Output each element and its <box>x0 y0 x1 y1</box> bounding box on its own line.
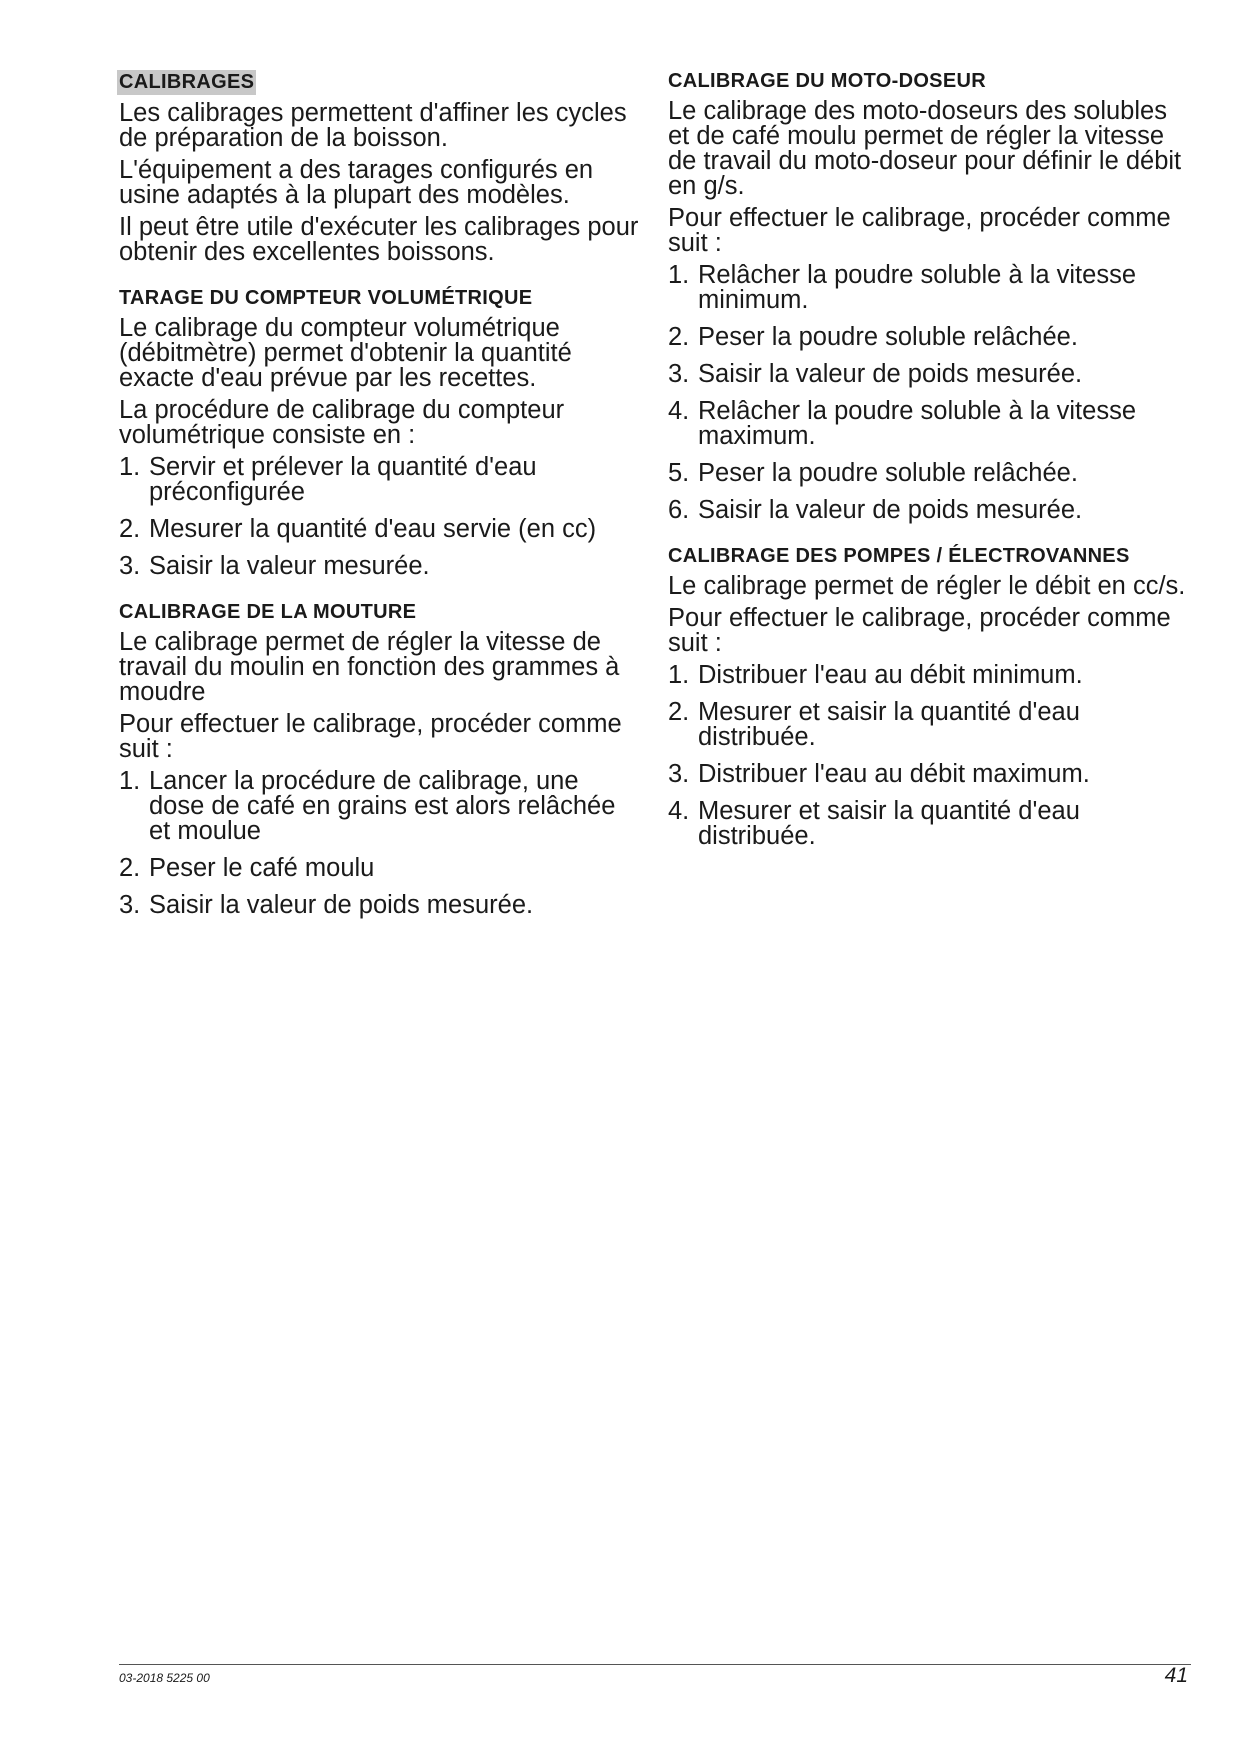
step-number: 1. <box>119 453 141 481</box>
step-number: 2. <box>668 698 690 726</box>
list-item <box>119 893 639 918</box>
steps-list <box>119 455 639 579</box>
step-text: Mesurer et saisir la quantité d'eau distribuée. <box>698 797 1080 850</box>
step-number: 6. <box>668 496 690 524</box>
section-title-moto-doseur: CALIBRAGE DU MOTO-DOSEUR <box>668 70 986 92</box>
list-item <box>119 856 639 881</box>
right-column <box>668 70 1188 871</box>
paragraph: La procédure de calibrage du compteur volumétrique consiste en : <box>119 396 565 449</box>
paragraph: Pour effectuer le calibrage, procéder comme suit : <box>668 204 1171 257</box>
step-number: 3. <box>119 891 141 919</box>
step-number: 2. <box>119 515 141 543</box>
step-number: 1. <box>119 767 141 795</box>
list-item <box>119 517 639 542</box>
step-text: Distribuer l'eau au débit minimum. <box>698 661 1083 689</box>
paragraph: Il peut être utile d'exécuter les calibrages pour obtenir des excellentes boissons. <box>119 213 639 266</box>
section-title-mouture: CALIBRAGE DE LA MOUTURE <box>119 601 417 623</box>
step-text: Mesurer et saisir la quantité d'eau distribuée. <box>698 698 1080 751</box>
step-number: 2. <box>119 854 141 882</box>
step-text: Mesurer la quantité d'eau servie (en cc) <box>149 515 597 543</box>
paragraph: Pour effectuer le calibrage, procéder comme suit : <box>668 604 1171 657</box>
list-item <box>668 498 1188 523</box>
list-item <box>668 799 1188 849</box>
step-text: Distribuer l'eau au débit maximum. <box>698 760 1090 788</box>
list-item <box>668 762 1188 787</box>
paragraph: Pour effectuer le calibrage, procéder comme suit : <box>119 710 622 763</box>
step-text: Lancer la procédure de calibrage, une dose de café en grains est alors relâchée et moulue <box>149 767 616 845</box>
list-item <box>668 362 1188 387</box>
list-item <box>119 455 639 505</box>
section-tarage <box>119 287 639 579</box>
step-number: 3. <box>668 760 690 788</box>
paragraph: Le calibrage du compteur volumétrique (débitmètre) permet d'obtenir la quantité exacte d'eau prévue par les recettes. <box>119 314 572 392</box>
section-calibrages <box>119 70 639 265</box>
section-title-pompes: CALIBRAGE DES POMPES / ÉLECTROVANNES <box>668 545 1130 567</box>
step-text: Saisir la valeur de poids mesurée. <box>149 891 534 919</box>
section-pompes <box>668 545 1188 849</box>
list-item <box>668 461 1188 486</box>
section-mouture <box>119 601 639 918</box>
step-number: 3. <box>668 360 690 388</box>
steps-list <box>119 769 639 918</box>
step-text: Saisir la valeur de poids mesurée. <box>698 360 1083 388</box>
section-moto-doseur <box>668 70 1188 523</box>
steps-list <box>668 663 1188 849</box>
step-number: 4. <box>668 397 690 425</box>
section-title-tarage: TARAGE DU COMPTEUR VOLUMÉTRIQUE <box>119 287 533 309</box>
paragraph: Les calibrages permettent d'affiner les cycles de préparation de la boisson. <box>119 99 627 152</box>
step-text: Peser la poudre soluble relâchée. <box>698 459 1078 487</box>
step-text: Relâcher la poudre soluble à la vitesse minimum. <box>698 261 1137 314</box>
section-title-calibrages: CALIBRAGES <box>119 71 255 93</box>
page-number: 41 <box>1164 1664 1188 1687</box>
document-code: 03-2018 5225 00 <box>119 1671 210 1685</box>
step-text: Peser le café moulu <box>149 854 375 882</box>
step-number: 5. <box>668 459 690 487</box>
step-number: 2. <box>668 323 690 351</box>
paragraph: L'équipement a des tarages configurés en usine adaptés à la plupart des modèles. <box>119 156 594 209</box>
footer-divider <box>119 1664 1191 1665</box>
step-number: 4. <box>668 797 690 825</box>
step-text: Relâcher la poudre soluble à la vitesse maximum. <box>698 397 1137 450</box>
step-text: Saisir la valeur de poids mesurée. <box>698 496 1083 524</box>
list-item <box>119 769 639 844</box>
list-item <box>668 663 1188 688</box>
left-column <box>119 70 639 940</box>
list-item <box>668 700 1188 750</box>
step-number: 3. <box>119 552 141 580</box>
paragraph: Le calibrage permet de régler la vitesse de travail du moulin en fonction des grammes à moudre <box>119 628 620 706</box>
step-text: Saisir la valeur mesurée. <box>149 552 430 580</box>
step-text: Peser la poudre soluble relâchée. <box>698 323 1078 351</box>
step-text: Servir et prélever la quantité d'eau préconfigurée <box>149 453 537 506</box>
list-item <box>668 263 1188 313</box>
step-number: 1. <box>668 261 690 289</box>
list-item <box>119 554 639 579</box>
list-item <box>668 399 1188 449</box>
paragraph: Le calibrage des moto-doseurs des solubles et de café moulu permet de régler la vitesse de travail du moto-doseur pour définir le débit en g/s. <box>668 97 1182 200</box>
step-number: 1. <box>668 661 690 689</box>
paragraph: Le calibrage permet de régler le débit en cc/s. <box>668 572 1186 600</box>
steps-list <box>668 263 1188 523</box>
list-item <box>668 325 1188 350</box>
